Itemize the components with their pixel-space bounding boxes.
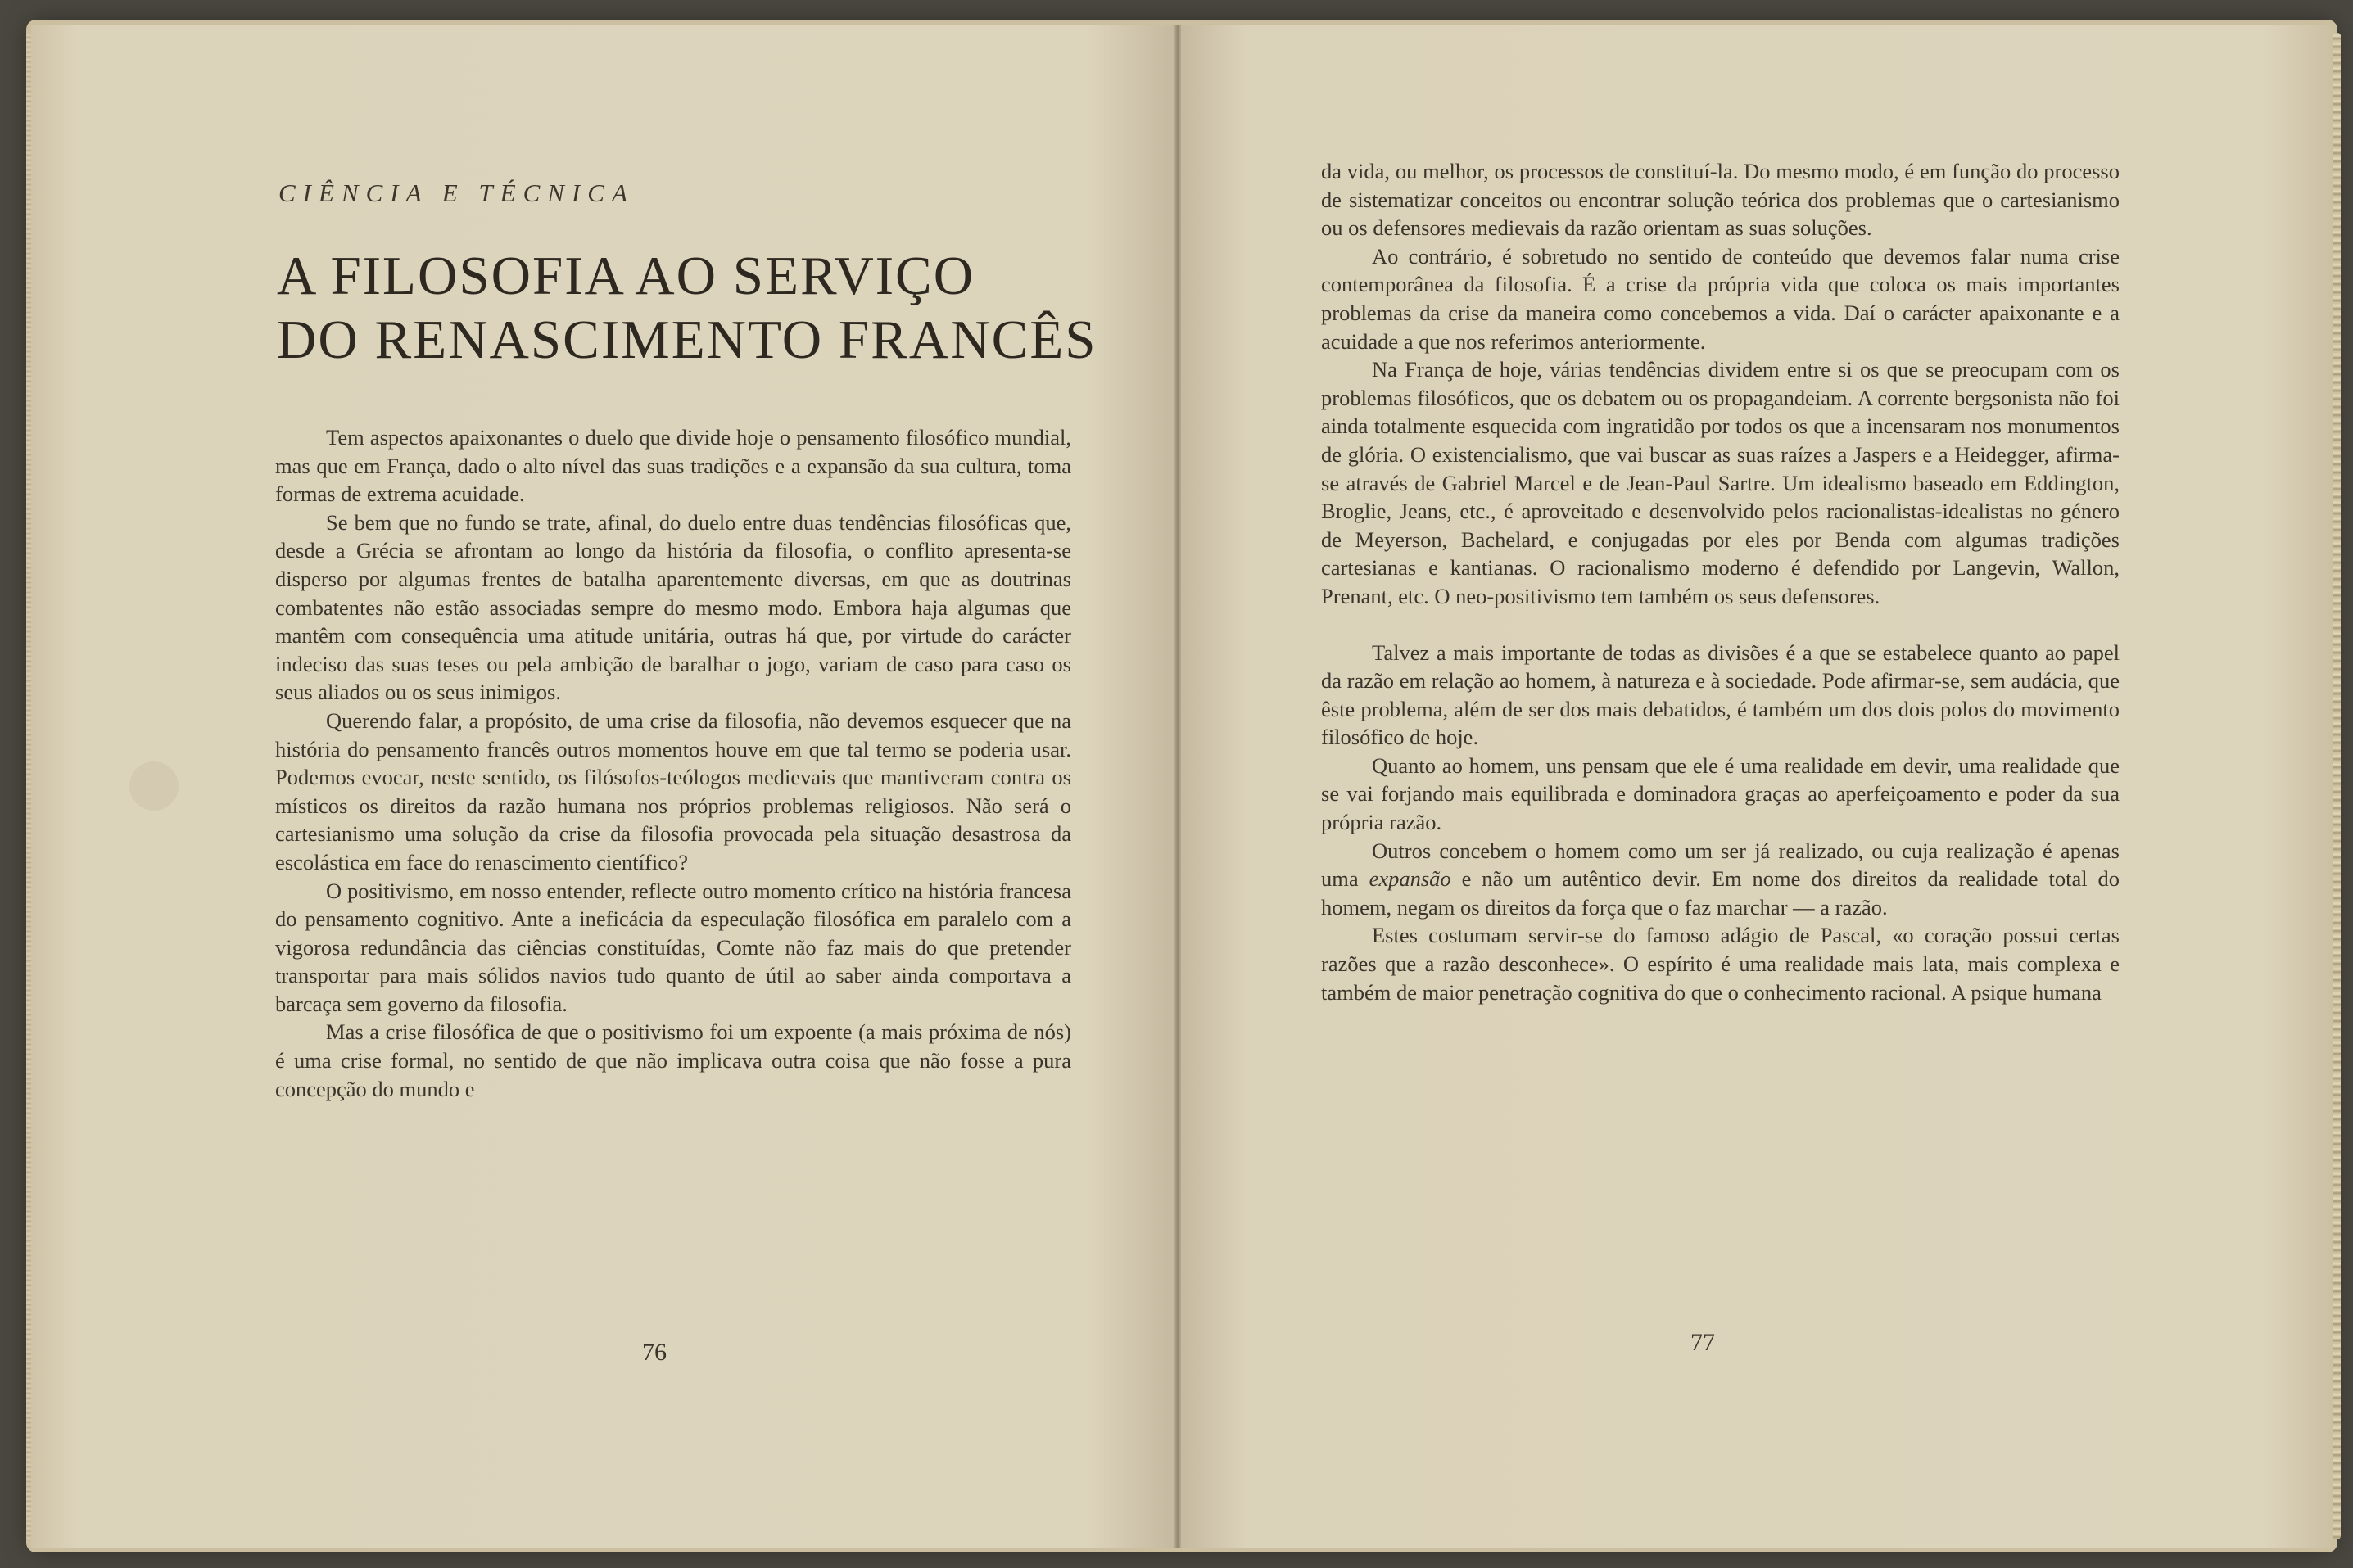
title-line-2: DO RENASCIMENTO FRANCÊS bbox=[277, 310, 1097, 370]
article-title bbox=[277, 244, 1097, 372]
book-gutter bbox=[1174, 25, 1181, 1548]
paragraph: Ao contrário, é sobretudo no sentido de conteúdo que devemos falar numa crise contemporânea da filosofia. É a crise da própria vida que coloca os mais importantes problemas da crise da maneira como concebemos a vida. Daí o carácter apaixonante e a acuidade a que nos referimos anteriormente. bbox=[1321, 243, 2120, 354]
emphasized-word: expansão bbox=[1369, 866, 1451, 892]
page-number-right: 77 bbox=[1690, 1329, 1715, 1356]
paragraph-text: e não um autêntico devir. Em nome dos direitos da realidade total do homem, negam os direitos da força que o faz marchar — a razão. bbox=[1321, 866, 2120, 920]
paper-stain bbox=[129, 761, 179, 811]
left-body-text bbox=[275, 423, 1071, 1103]
paragraph: Talvez a mais importante de todas as divisões é a que se estabelece quanto ao papel da razão em relação ao homem, à natureza e à sociedade. Pode afirmar-se, sem audácia, que êste problema, além de ser dos mais debatidos, é também um dos dois polos do movimento filosófico de hoje. bbox=[1321, 639, 2120, 750]
paragraph: Quanto ao homem, uns pensam que ele é uma realidade em devir, uma realidade que se vai forjando mais equilibrada e dominadora graças ao aperfeiçoamento e poder da sua própria razão. bbox=[1321, 752, 2120, 835]
paragraph-with-emphasis bbox=[1321, 837, 2120, 922]
page-number-left: 76 bbox=[642, 1339, 667, 1366]
paragraph: Estes costumam servir-se do famoso adágio de Pascal, «o coração possui certas razões que a razão desconhece». O espírito é uma realidade mais lata, mais complexa e também de maior penetração cognitiva do que o conhecimento racional. A psique humana bbox=[1321, 923, 2120, 1005]
paragraph: Tem aspectos apaixonantes o duelo que divide hoje o pensamento filosófico mundial, mas que em França, dado o alto nível das suas tradições e a expansão da sua cultura, toma formas de extrema acuidade. bbox=[275, 425, 1071, 507]
paragraph: da vida, ou melhor, os processos de constituí-la. Do mesmo modo, é em função do processo de sistematizar conceitos ou encontrar solução teórica dos problemas que o cartesianismo ou os defensores medievais da razão orientam as suas soluções. bbox=[1321, 159, 2120, 241]
title-line-1: A FILOSOFIA AO SERVIÇO bbox=[277, 246, 975, 306]
section-label: CIÊNCIA E TÉCNICA bbox=[278, 178, 635, 207]
paragraph: O positivismo, em nosso entender, reflecte outro momento crítico na história francesa do pensamento cognitivo. Ante a ineficácia da especulação filosófica em paralelo com a vigorosa redundância das ciências constituídas, Comte não faz mais do que pretender transportar para mais sólidos navios tudo quanto de útil ao saber ainda comportava a barcaça sem governo da filosofia. bbox=[275, 878, 1071, 1016]
paragraph: Querendo falar, a propósito, de uma crise da filosofia, não devemos esquecer que na história do pensamento francês outros momentos houve em que tal termo se poderia usar. Podemos evocar, neste sentido, os filósofos-teólogos medievais que mantiveram contra os místicos os direitos da razão humana nos próprios problemas religiosos. Não será o cartesianismo uma solução da crise da filosofia provocada pela situação desastrosa da escolástica em face do renascimento científico? bbox=[275, 707, 1071, 874]
right-body-text bbox=[1321, 157, 2120, 1006]
paragraph: Na França de hoje, várias tendências dividem entre si os que se preocupam com os problemas filosóficos, que os debatem ou os propagandeiam. A corrente bergsonista não foi ainda totalmente esquecida com ingratidão por todos os que a incensaram nos monumentos de glória. O existencialismo, que vai buscar as suas raízes a Jaspers e a Heidegger, afirma-se através de Gabriel Marcel e de Jean-Paul Sartre. Um idealismo baseado em Eddington, Broglie, Jeans, etc., é aproveitado e desenvolvido pelos racionalistas-idealistas no género de Meyerson, Bachelard, e conjugadas por eles por Benda com algumas tradições cartesianas e kantianas. O racionalismo moderno é defendido por Langevin, Wallon, Prenant, etc. O neo-positivismo tem também os seus defensores. bbox=[1321, 357, 2120, 608]
paragraph-text: Outros concebem o homem como um ser já realizado, ou cuja realização é apenas uma bbox=[1321, 838, 2120, 892]
book-spread bbox=[31, 25, 2333, 1548]
paragraph: Mas a crise filosófica de que o positivismo foi um expoente (a mais próxima de nós) é uma crise formal, no sentido de que não implicava outra coisa que não fosse a pura concepção do mundo e bbox=[275, 1019, 1071, 1101]
paragraph: Se bem que no fundo se trate, afinal, do duelo entre duas tendências filosóficas que, desde a Grécia se afrontam ao longo da história da filosofia, o conflito apresenta-se disperso por algumas frentes de batalha aparentemente diversas, em que as doutrinas combatentes não estão associadas sempre do mesmo modo. Embora haja algumas que mantêm com consequência uma atitude unitária, outras há que, por virtude do carácter indeciso das suas teses ou pela ambição de baralhar o jogo, variam de caso para caso os seus aliados ou os seus inimigos. bbox=[275, 509, 1071, 705]
